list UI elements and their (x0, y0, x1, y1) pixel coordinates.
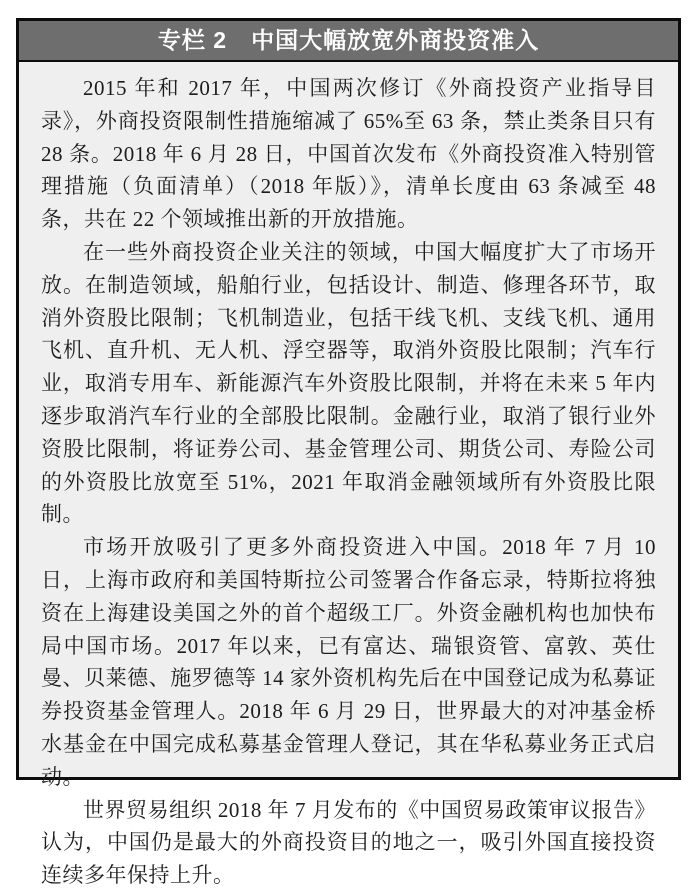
paragraph-3: 市场开放吸引了更多外商投资进入中国。2018 年 7 月 10 日，上海市政府和美国特斯拉公司签署合作备忘录，特斯拉将独资在上海建设美国之外的首个超级工厂。外资金融机构也加快布局中国市场。2017 年以来，已有富达、瑞银资管、富敦、英仕曼、贝莱德、施罗德等 14 家外资机构先后在中国登记成为私募证券投资基金管理人。2018 年 6 月 29 日，世界最大的对冲基金桥水基金在中国完成私募基金管理人登记，其在华私募业务正式启动。 (41, 535, 656, 789)
callout-box (16, 18, 681, 888)
callout-title: 专栏 2 中国大幅放宽外商投资准入 (157, 27, 540, 53)
paragraph-4: 世界贸易组织 2018 年 7 月发布的《中国贸易政策审议报告》认为，中国仍是最大的外商投资目的地之一，吸引外国直接投资连续多年保持上升。 (41, 797, 656, 888)
callout-header-bar (19, 21, 678, 62)
paragraph-2: 在一些外商投资企业关注的领域，中国大幅度扩大了市场开放。在制造领域，船舶行业，包括设计、制造、修理各环节，取消外资股比限制；飞机制造业，包括干线飞机、支线飞机、通用飞机、直升机、无人机、浮空器等，取消外资股比限制；汽车行业，取消专用车、新能源汽车外资股比限制，并将在未来 5 年内逐步取消汽车行业的全部股比限制。金融行业，取消了银行业外资股比限制，将证券公司、基金管理公司、期货公司、寿险公司的外资股比放宽至 51%，2021 年取消金融领域所有外资股比限制。 (41, 239, 656, 527)
paragraph-1: 2015 年和 2017 年，中国两次修订《外商投资产业指导目录》，外商投资限制性措施缩减了 65%至 63 条，禁止类条目只有 28 条。2018 年 6 月 28 日，中国首次发布《外商投资准入特别管理措施（负面清单）（2018 年版）》，清单长度由 63 条减至 48 条，共在 22 个领域推出新的开放措施。 (41, 76, 656, 232)
callout-body (19, 62, 678, 892)
